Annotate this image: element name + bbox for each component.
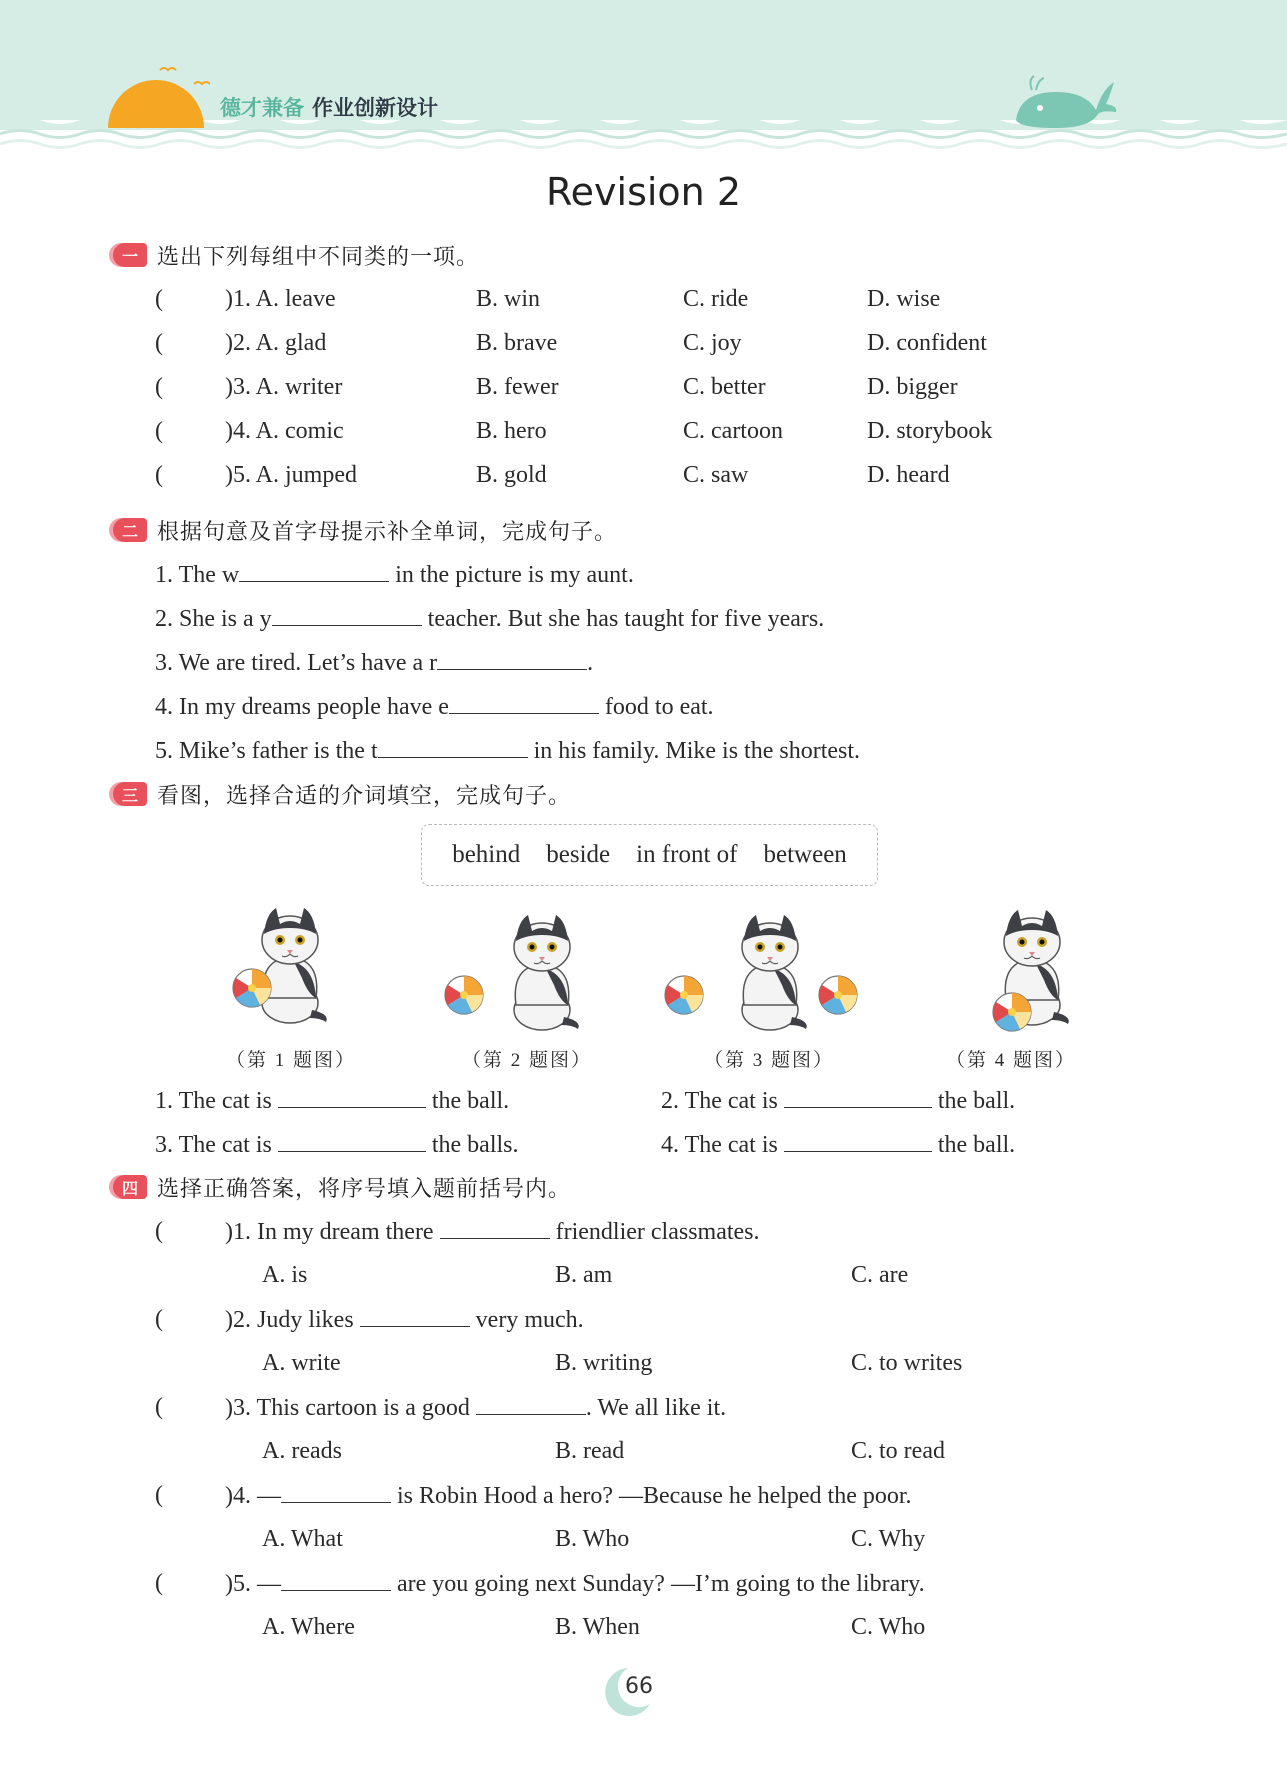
fill-blank[interactable] bbox=[278, 1085, 426, 1108]
s2-sentence-2 bbox=[155, 603, 824, 634]
s4-q5-text: )5. — bbox=[225, 1571, 281, 1597]
s3-sentence-1 bbox=[155, 1085, 509, 1116]
s4-q5-option-c: C. Who bbox=[851, 1614, 926, 1640]
s4-q3-option-a: A. reads bbox=[262, 1438, 342, 1464]
ball-image bbox=[233, 969, 271, 1007]
fill-blank[interactable] bbox=[360, 1304, 470, 1327]
answer-bracket[interactable]: ( bbox=[155, 1218, 163, 1244]
s4-q3-text-end: . We all like it. bbox=[585, 1395, 727, 1421]
sun-icon bbox=[100, 60, 210, 130]
section-4-badge: 四 bbox=[113, 1175, 147, 1199]
s1-q5-option-c: C. saw bbox=[683, 462, 749, 488]
s3-sentence-2 bbox=[661, 1085, 1015, 1116]
s3-q2-text: 2. The cat is bbox=[661, 1088, 784, 1114]
s3-q4-text-end: the ball. bbox=[931, 1132, 1016, 1158]
s2-q4-text: 4. In my dreams people have e bbox=[155, 694, 449, 720]
section-2-header bbox=[113, 515, 617, 545]
fill-blank[interactable] bbox=[784, 1085, 932, 1108]
s3-q3-text-end: the balls. bbox=[425, 1132, 519, 1158]
fill-blank[interactable] bbox=[437, 647, 587, 670]
s2-q3-text-end: . bbox=[587, 650, 594, 676]
fill-blank[interactable] bbox=[476, 1392, 586, 1415]
s1-q4-option-b: B. hero bbox=[476, 418, 547, 444]
picture-3-caption: （第 3 题图） bbox=[704, 1050, 835, 1071]
s1-q4-option-c: C. cartoon bbox=[683, 418, 783, 444]
s2-q5-text: 5. Mike’s father is the t bbox=[155, 738, 378, 764]
s4-q1-option-b: B. am bbox=[555, 1262, 613, 1288]
word-bank-item: behind bbox=[452, 841, 521, 868]
answer-bracket[interactable]: ( bbox=[155, 286, 163, 312]
picture-4-cat-in-front-of-ball bbox=[978, 900, 1088, 1035]
fill-blank[interactable] bbox=[449, 691, 599, 714]
fill-blank[interactable] bbox=[278, 1129, 426, 1152]
s4-q4-text: )4. — bbox=[225, 1483, 281, 1509]
s2-q1-text: 1. The w bbox=[155, 562, 240, 588]
ball-image bbox=[665, 976, 703, 1014]
s1-q3-option-c: C. better bbox=[683, 374, 766, 400]
fill-blank[interactable] bbox=[784, 1129, 932, 1152]
ball-image bbox=[819, 976, 857, 1014]
s1-q5-option-a: )5. A. jumped bbox=[225, 462, 357, 488]
s2-q2-text-end: teacher. But she has taught for five years. bbox=[421, 606, 825, 632]
s4-q3-option-c: C. to read bbox=[851, 1438, 945, 1464]
answer-bracket[interactable]: ( bbox=[155, 462, 163, 488]
s1-q3-option-a: )3. A. writer bbox=[225, 374, 343, 400]
s2-sentence-1 bbox=[155, 559, 634, 590]
s3-q1-text-end: the ball. bbox=[425, 1088, 510, 1114]
s4-q4-option-a: A. What bbox=[262, 1526, 343, 1552]
cat-image bbox=[262, 908, 327, 1023]
picture-3-cat-between-balls bbox=[660, 905, 880, 1035]
s1-q1-option-a: )1. A. leave bbox=[225, 286, 336, 312]
whale-icon bbox=[1010, 70, 1120, 130]
s4-q4-option-b: B. Who bbox=[555, 1526, 630, 1552]
answer-bracket[interactable]: ( bbox=[155, 330, 163, 356]
picture-2-cat-beside-ball bbox=[440, 905, 600, 1035]
picture-1-caption: （第 1 题图） bbox=[226, 1050, 357, 1071]
word-bank-item: beside bbox=[546, 841, 611, 868]
s1-q2-option-c: C. joy bbox=[683, 330, 742, 356]
s4-q2-text: )2. Judy likes bbox=[225, 1307, 360, 1333]
s4-q3-text: )3. This cartoon is a good bbox=[225, 1395, 476, 1421]
answer-bracket[interactable]: ( bbox=[155, 374, 163, 400]
s3-q2-text-end: the ball. bbox=[931, 1088, 1016, 1114]
cat-image bbox=[514, 915, 579, 1030]
brand-part2: 作业创新设计 bbox=[312, 96, 438, 120]
s1-q1-option-d: D. wise bbox=[867, 286, 941, 312]
s1-q4-option-d: D. storybook bbox=[867, 418, 993, 444]
answer-bracket[interactable]: ( bbox=[155, 418, 163, 444]
fill-blank[interactable] bbox=[440, 1216, 550, 1239]
s3-q4-text: 4. The cat is bbox=[661, 1132, 784, 1158]
answer-bracket[interactable]: ( bbox=[155, 1306, 163, 1332]
s1-q4-option-a: )4. A. comic bbox=[225, 418, 344, 444]
page-number: 66 bbox=[625, 1674, 653, 1699]
s4-q2-option-b: B. writing bbox=[555, 1350, 653, 1376]
word-bank-item: in front of bbox=[636, 841, 738, 868]
section-2-badge: 二 bbox=[113, 518, 147, 542]
s1-q5-option-d: D. heard bbox=[867, 462, 950, 488]
s3-q1-text: 1. The cat is bbox=[155, 1088, 278, 1114]
s1-q5-option-b: B. gold bbox=[476, 462, 547, 488]
s2-q4-text-end: food to eat. bbox=[598, 694, 714, 720]
s4-q2-option-a: A. write bbox=[262, 1350, 341, 1376]
section-1-header bbox=[113, 240, 479, 270]
section-1-title: 选出下列每组中不同类的一项。 bbox=[157, 244, 480, 270]
s1-q2-option-a: )2. A. glad bbox=[225, 330, 327, 356]
s4-q2-option-c: C. to writes bbox=[851, 1350, 963, 1376]
s4-q4-option-c: C. Why bbox=[851, 1526, 926, 1552]
picture-2-caption: （第 2 题图） bbox=[462, 1050, 593, 1071]
answer-bracket[interactable]: ( bbox=[155, 1394, 163, 1420]
section-1-badge: 一 bbox=[113, 243, 147, 267]
s4-q1-text-end: friendlier classmates. bbox=[549, 1219, 760, 1245]
s4-q1-option-a: A. is bbox=[262, 1262, 308, 1288]
s4-q2-text-end: very much. bbox=[469, 1307, 584, 1333]
s4-q3-option-b: B. read bbox=[555, 1438, 625, 1464]
s1-q3-option-b: B. fewer bbox=[476, 374, 559, 400]
s4-q1-text: )1. In my dream there bbox=[225, 1219, 440, 1245]
brand-part1: 德才兼备 bbox=[220, 96, 304, 120]
picture-4-caption: （第 4 题图） bbox=[946, 1050, 1077, 1071]
page-title: Revision 2 bbox=[545, 170, 742, 214]
s1-q1-option-b: B. win bbox=[476, 286, 541, 312]
fill-blank[interactable] bbox=[378, 735, 528, 758]
section-3-header bbox=[113, 779, 571, 809]
word-bank bbox=[421, 824, 878, 886]
s1-q2-option-d: D. confident bbox=[867, 330, 987, 356]
section-3-title: 看图，选择合适的介词填空，完成句子。 bbox=[157, 783, 572, 809]
s4-q4-text-end: is Robin Hood a hero? —Because he helped the poor. bbox=[391, 1483, 912, 1509]
picture-1-cat-behind-ball bbox=[228, 898, 348, 1028]
word-bank-item: between bbox=[763, 841, 847, 868]
s3-q3-text: 3. The cat is bbox=[155, 1132, 278, 1158]
s4-q5-option-a: A. Where bbox=[262, 1614, 355, 1640]
s2-q3-text: 3. We are tired. Let’s have a r bbox=[155, 650, 438, 676]
s1-q1-option-c: C. ride bbox=[683, 286, 749, 312]
s4-q5-option-b: B. When bbox=[555, 1614, 640, 1640]
answer-bracket[interactable]: ( bbox=[155, 1570, 163, 1596]
page-header bbox=[0, 0, 1287, 160]
answer-bracket[interactable]: ( bbox=[155, 1482, 163, 1508]
s4-q5-text-end: are you going next Sunday? —I’m going to the library. bbox=[391, 1571, 925, 1597]
s2-q5-text-end: in his family. Mike is the shortest. bbox=[527, 738, 861, 764]
s2-q1-text-end: in the picture is my aunt. bbox=[389, 562, 634, 588]
s2-q2-text: 2. She is a y bbox=[155, 606, 272, 632]
section-2-title: 根据句意及首字母提示补全单词，完成句子。 bbox=[157, 519, 618, 545]
ball-image bbox=[445, 976, 483, 1014]
cat-image bbox=[742, 915, 807, 1030]
section-3-badge: 三 bbox=[113, 782, 147, 806]
s1-q3-option-d: D. bigger bbox=[867, 374, 958, 400]
s1-q2-option-b: B. brave bbox=[476, 330, 558, 356]
brand-title bbox=[220, 92, 438, 122]
s2-sentence-4 bbox=[155, 691, 714, 722]
fill-blank[interactable] bbox=[281, 1568, 391, 1591]
ball-image bbox=[993, 993, 1031, 1031]
section-4-header bbox=[113, 1172, 571, 1202]
s3-sentence-3 bbox=[155, 1129, 519, 1160]
fill-blank[interactable] bbox=[239, 559, 389, 582]
fill-blank[interactable] bbox=[281, 1480, 391, 1503]
s3-sentence-4 bbox=[661, 1129, 1015, 1160]
s2-sentence-3 bbox=[155, 647, 593, 678]
s2-sentence-5 bbox=[155, 735, 860, 766]
fill-blank[interactable] bbox=[272, 603, 422, 626]
s4-q1-option-c: C. are bbox=[851, 1262, 909, 1288]
section-4-title: 选择正确答案，将序号填入题前括号内。 bbox=[157, 1176, 572, 1202]
